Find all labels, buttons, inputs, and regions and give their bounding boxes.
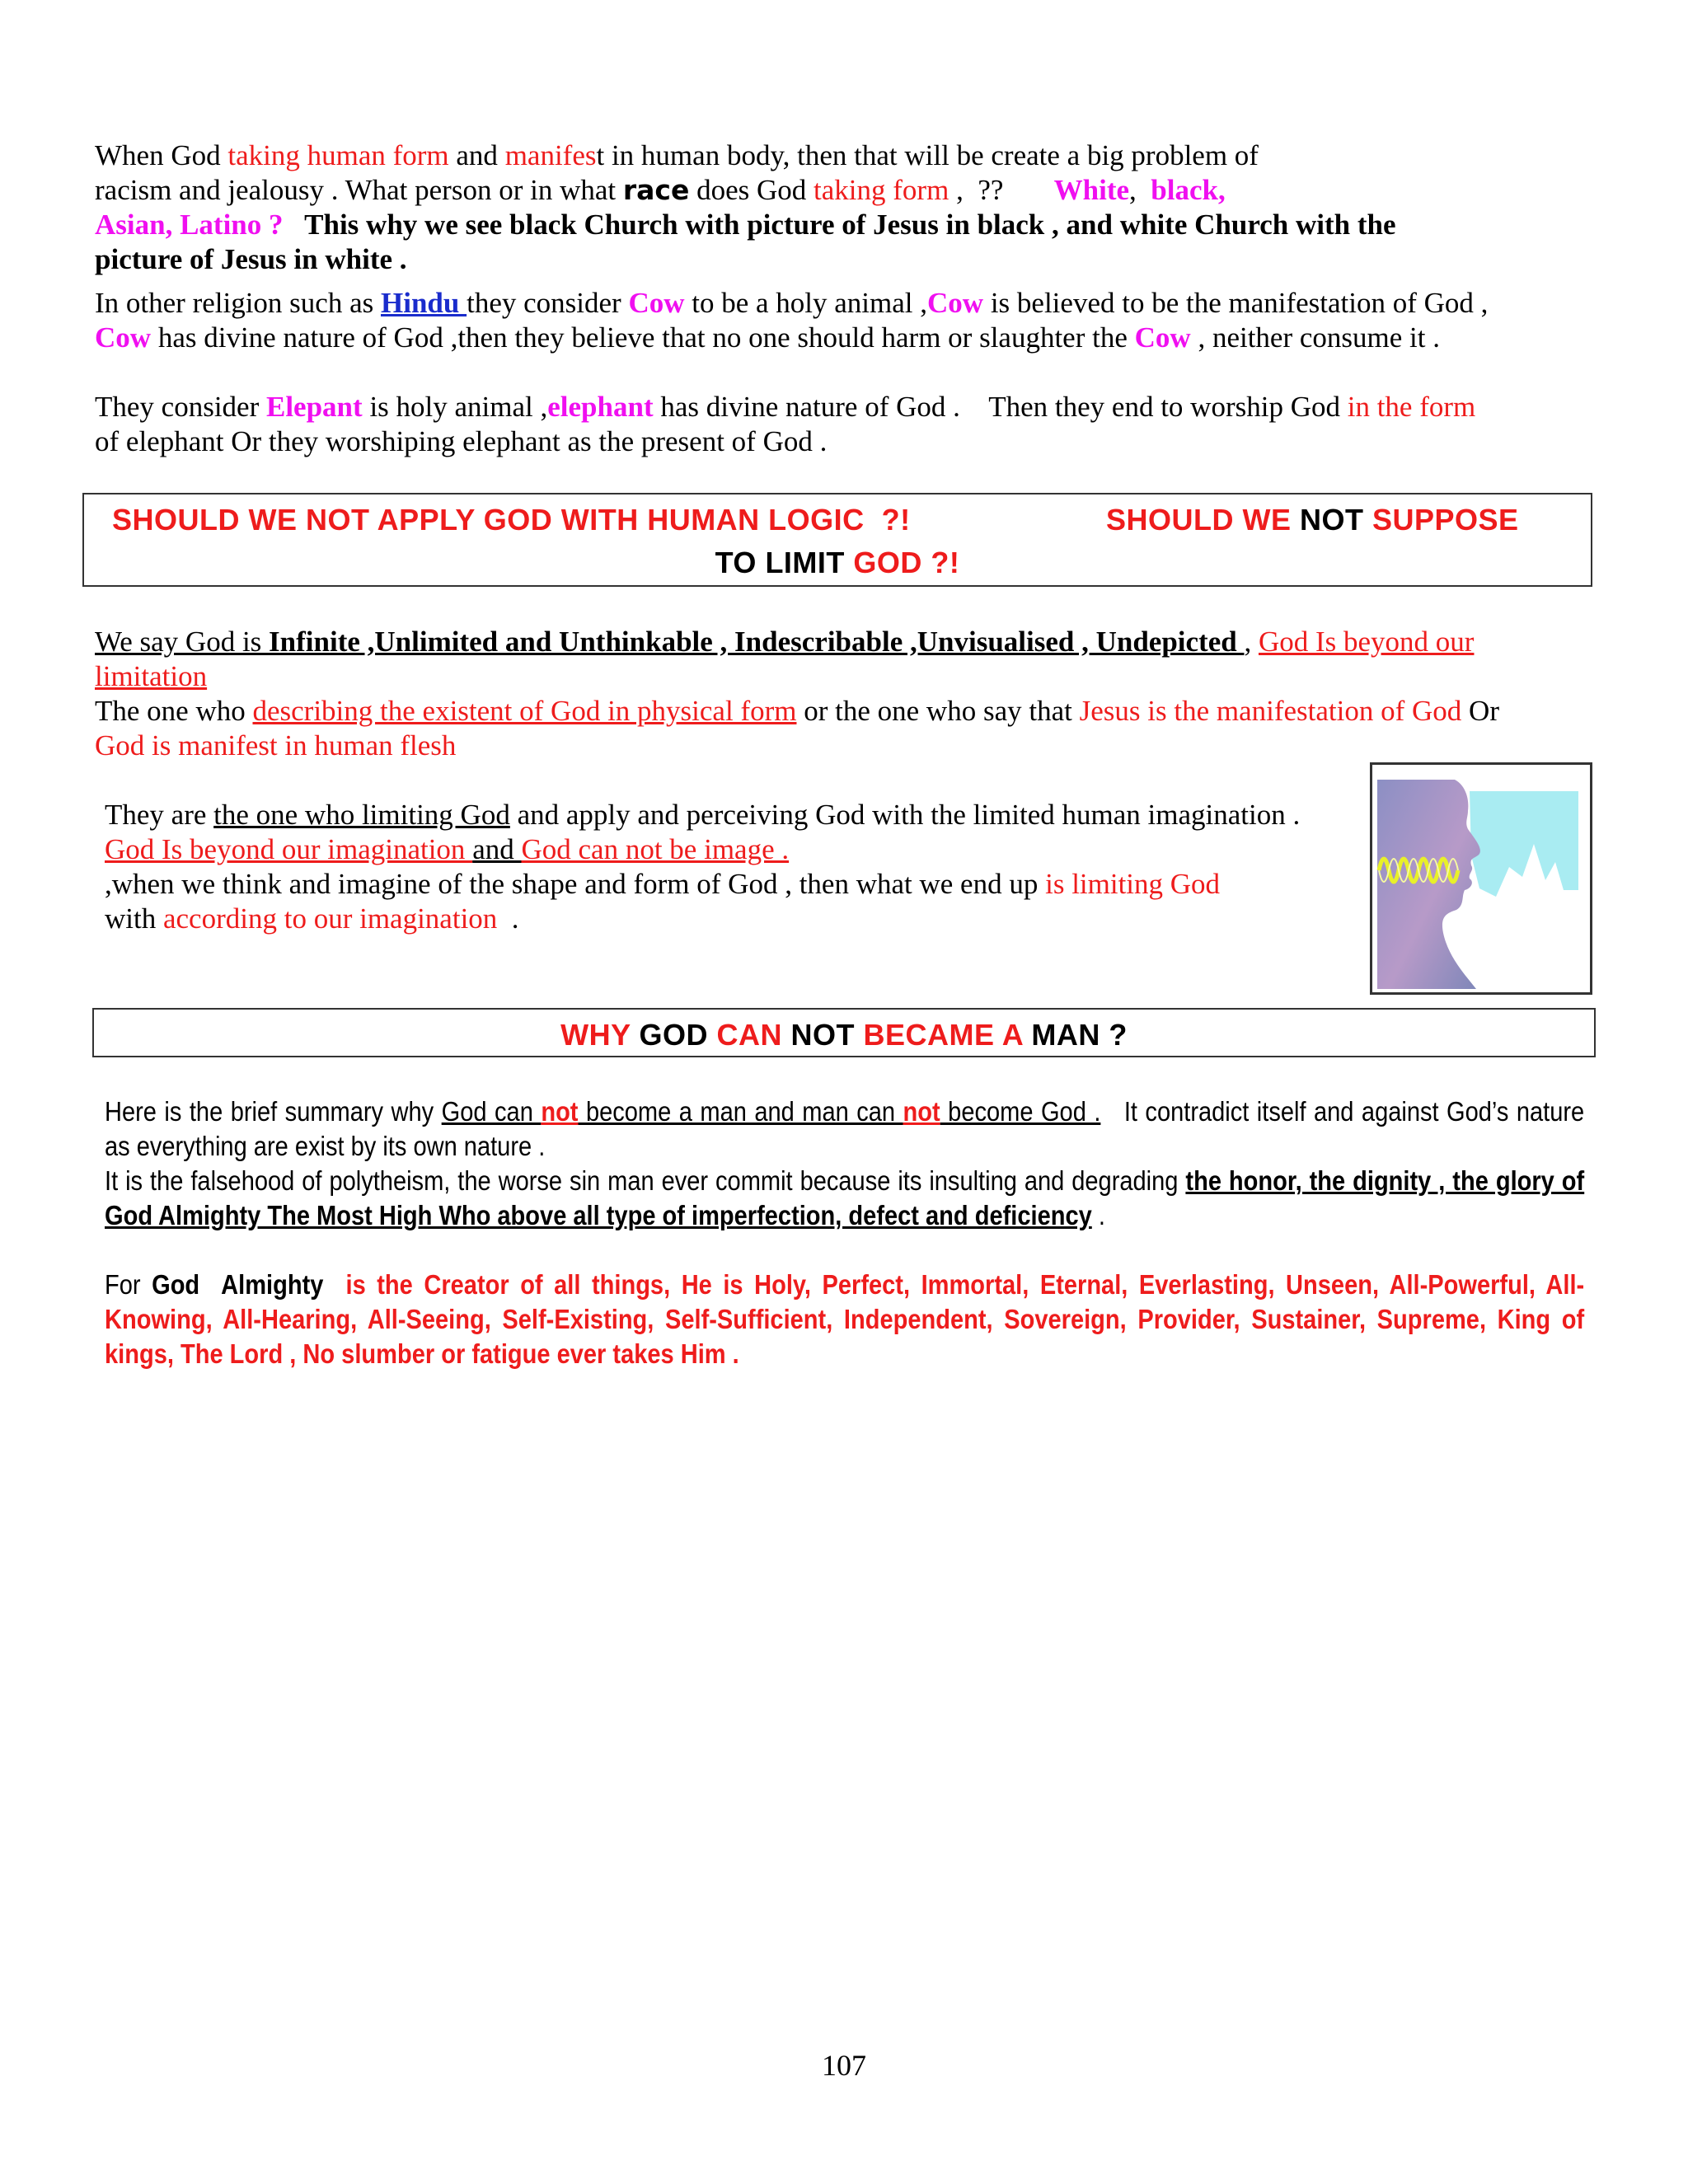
text-span: .: [1091, 1200, 1105, 1230]
text-span: They are: [105, 799, 214, 831]
text-span: CAN: [716, 1018, 791, 1052]
text-span: in the form: [1347, 391, 1476, 423]
heading-text: [84, 546, 1591, 580]
text-span: has divine nature of God ,then they believe that no one should harm or slaughter the: [151, 321, 1135, 354]
text-span: taking form: [814, 174, 950, 206]
text-span: not: [541, 1096, 579, 1127]
text-span: Elepant: [265, 391, 363, 423]
text-span: elephant: [547, 391, 654, 423]
text-span: God Almighty: [152, 1269, 335, 1300]
text-span: God can not be image .: [521, 833, 790, 865]
text-span: and: [472, 833, 522, 865]
text-span: the honor, the dignity , the glory of God Almighty The Most High Who above all type of imperfection, defect and deficiency: [105, 1165, 1585, 1230]
text-span: become God .: [940, 1096, 1101, 1127]
text-span: racism and jealousy . What person or in what: [95, 174, 623, 206]
text-span: is the Creator of all things, He is Holy, Perfect, Immortal, Eternal, Everlasting, Unseen, All-Powerful, All-Knowing, All-Hearing, All-Seeing, Self-Existing, Self-Sufficient, Independent, Sovereign, Provider, Sustainer, Supreme, King of kings, The Lord , No slumber or fatigue ever takes Him .: [105, 1269, 1585, 1369]
text-span: does God: [689, 174, 814, 206]
text-span: according to our imagination: [162, 902, 498, 935]
text-span: This why we see black Church with picture of Jesus in black , and white Church with the picture of Jesus in white .: [95, 209, 1404, 275]
human-head-profile-with-sound-wave-image: [1372, 765, 1590, 992]
text-span: God Is beyond our limitation: [95, 626, 1475, 692]
text-span: ,: [1244, 626, 1259, 658]
text-span: It is the falsehood of polytheism, the worse sin man ever commit because its insulting and degrading: [105, 1165, 1186, 1196]
paragraph-limiting-god: [105, 798, 1325, 936]
text-span: , ??: [949, 174, 1054, 206]
text-span: We say God is: [95, 626, 270, 658]
text-span: WHY: [560, 1018, 640, 1052]
text-span: of elephant Or they worshiping elephant as the present of God .: [95, 425, 828, 457]
text-span: to be a holy animal ,: [684, 287, 928, 319]
text-span: NOT: [1300, 503, 1364, 537]
text-span: black,: [1151, 174, 1226, 206]
text-span: The one who: [95, 695, 253, 727]
text-span: Cow: [927, 287, 984, 319]
text-span: In other religion such as: [95, 287, 381, 319]
heading-text: SHOULD WE NOT APPLY GOD WITH HUMAN LOGIC ?!: [112, 503, 911, 537]
text-span: t in human body, then that will be create a big problem of: [596, 139, 1259, 171]
text-span: MAN ?: [1031, 1018, 1128, 1052]
paragraph-polytheism: [105, 1164, 1584, 1233]
text-span: and apply and perceiving God with the limited human imagination .: [509, 799, 1301, 831]
text-span: taking human form: [227, 139, 449, 171]
text-span: ,: [1129, 174, 1151, 206]
text-span: God is manifest in human flesh: [95, 729, 457, 762]
text-span: ,when we think and imagine of the shape and form of God , then what we end up: [105, 868, 1046, 900]
text-span: Jesus is the manifestation of God: [1079, 695, 1462, 727]
text-span: It contradict itself and against God’s nature as everything are exist by its own nature .: [105, 1096, 1592, 1161]
head-profile-image: [1370, 762, 1592, 995]
heading-box-human-logic: [82, 493, 1592, 587]
heading-text: [94, 1018, 1594, 1052]
text-span: or the one who say that: [796, 695, 1080, 727]
paragraph-summary: [105, 1094, 1592, 1164]
text-span: SHOULD WE: [1106, 503, 1300, 537]
text-span: Infinite ,Unlimited and Unthinkable , Indescribable ,Unvisualised , Undepicted: [269, 626, 1245, 658]
hindu-link[interactable]: Hindu: [381, 287, 467, 319]
paragraph-attributes: [105, 1268, 1584, 1371]
text-span: has divine nature of God . Then they end to worship God: [653, 391, 1348, 423]
text-span: NOT: [790, 1018, 864, 1052]
text-span: .: [497, 902, 519, 935]
paragraph-human-form: [95, 138, 1463, 277]
text-span: Cow: [628, 287, 685, 319]
text-span: is limiting God: [1045, 868, 1221, 900]
text-span: GOD: [639, 1018, 717, 1052]
paragraph-physical-form: [95, 694, 1578, 763]
text-span: the one who limiting God: [213, 799, 510, 831]
paragraph-god-infinite: [95, 625, 1578, 694]
text-span: and: [448, 139, 505, 171]
text-span: God Is beyond our imagination: [105, 833, 473, 865]
paragraph-elephant: [95, 390, 1595, 459]
text-span: manifes: [504, 139, 597, 171]
text-span: Cow: [1134, 321, 1191, 354]
text-span: with: [105, 902, 163, 935]
text-span: they consider: [467, 287, 629, 319]
text-span: Asian, Latino ?: [95, 209, 284, 241]
text-span: describing the existent of God in physical form: [252, 695, 797, 727]
text-span: SUPPOSE: [1363, 503, 1519, 537]
text-span: They consider: [95, 391, 266, 423]
text-span: White: [1053, 174, 1130, 206]
paragraph-hindu-cow: [95, 286, 1595, 355]
heading-box-why-god-cannot: [92, 1008, 1596, 1057]
text-span: God can: [441, 1096, 542, 1127]
text-span: become a man and man can: [578, 1096, 903, 1127]
text-span: Cow: [95, 321, 152, 354]
text-span: When God: [95, 139, 228, 171]
heading-text: [1106, 503, 1519, 537]
text-span: , neither consume it .: [1190, 321, 1440, 354]
text-span: For: [105, 1269, 152, 1300]
text-span: Here is the brief summary why: [105, 1096, 442, 1127]
text-span: race: [622, 174, 690, 206]
text-span: TO LIMIT: [715, 546, 854, 579]
text-span: Or: [1461, 695, 1499, 727]
text-span: is holy animal ,: [362, 391, 548, 423]
text-span: BECAME A: [863, 1018, 1032, 1052]
text-span: is believed to be the manifestation of God ,: [983, 287, 1489, 319]
page-number: 107: [822, 2049, 866, 2082]
text-span: not: [903, 1096, 940, 1127]
text-span: GOD ?!: [853, 546, 960, 579]
